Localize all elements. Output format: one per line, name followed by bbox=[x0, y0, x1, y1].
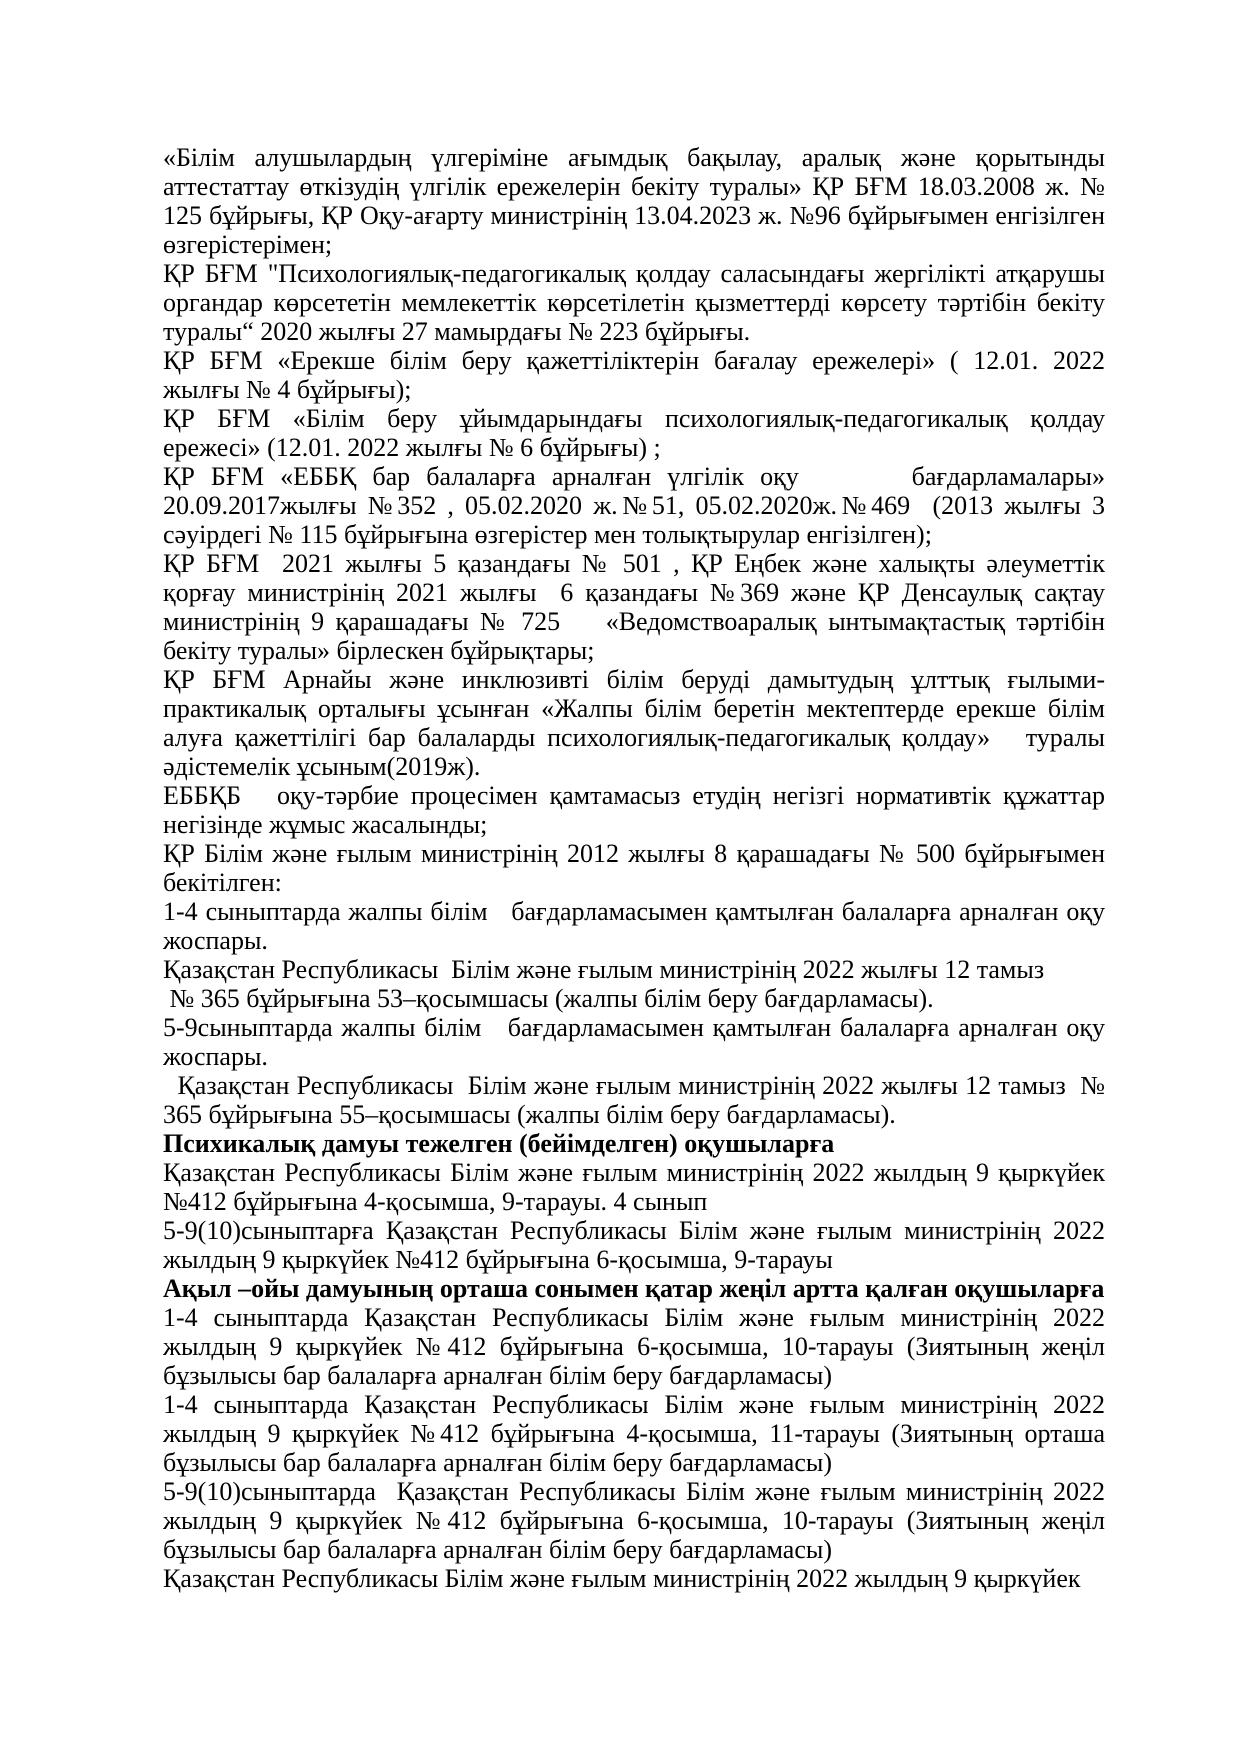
doc-paragraph: 1-4 сыныптарда Қазақстан Республикасы Білім және ғылым министрінің 2022 жылдың 9 қыркүйек №412 бұйрығына 4-қосымша, 11-тарауы (Зиятының орташа бұзылысы бар балаларға арналған білім беру бағдарламасы) bbox=[163, 1390, 1112, 1477]
section-heading-mental-delay: Психикалық дамуы тежелген (бейімделген) оқушыларға bbox=[163, 1129, 835, 1158]
doc-paragraph: ҚР БҒМ «ЕББҚ бар балаларға арналған үлгілік оқу бағдарламалары» 20.09.2017жылғы №352 , 05.02.2020 ж.№51, 05.02.2020ж.№469 (2013 жылғы 3 сәуірдегі № 115 бұйрығына өзгерістер мен толықтырулар енгізілген); bbox=[163, 462, 1112, 549]
doc-paragraph: Қазақстан Республикасы Білім және ғылым министрінің 2022 жылғы 12 тамыз bbox=[163, 955, 1045, 984]
doc-paragraph: 5-9сыныптарда жалпы білім бағдарламасымен қамтылған балаларға арналған оқу жоспары. bbox=[163, 1013, 1112, 1071]
doc-paragraph: ҚР БҒМ "Психологиялық-педагогикалық қолдау саласындағы жергілікті атқарушы органдар көрсететін мемлекеттік көрсетілетін қызметтерді көрсету тәртібін бекіту туралы“ 2020 жылғы 27 мамырдағы № 223 бұйрығы. bbox=[163, 259, 1112, 346]
doc-paragraph: 1-4 сыныптарда жалпы білім бағдарламасымен қамтылған балаларға арналған оқу жоспары. bbox=[163, 897, 1112, 955]
doc-paragraph: ҚР БҒМ 2021 жылғы 5 қазандағы № 501 , ҚР Еңбек және халықты әлеуметтік қорғау министрінің 2021 жылғы 6 қазандағы №369 және ҚР Денсаулық сақтау министрінің 9 қарашадағы № 725 «Ведомствоаралық ынтымақтастық тәртібін бекіту туралы» бірлескен бұйрықтары; bbox=[163, 549, 1112, 665]
doc-paragraph: 1-4 сыныптарда Қазақстан Республикасы Білім және ғылым министрінің 2022 жылдың 9 қыркүйек №412 бұйрығына 6-қосымша, 10-тарауы (Зиятының жеңіл бұзылысы бар балаларға арналған білім беру бағдарламасы) bbox=[163, 1303, 1112, 1390]
doc-paragraph: ҚР Білім және ғылым министрінің 2012 жылғы 8 қарашадағы № 500 бұйрығымен бекітілген: bbox=[163, 839, 1112, 897]
doc-paragraph: ЕББҚБ оқу-тәрбие процесімен қамтамасыз етудің негізгі нормативтік құжаттар негізінде жұмыс жасалынды; bbox=[163, 781, 1112, 839]
document-text-block bbox=[163, 143, 1112, 1593]
doc-paragraph: ҚР БҒМ «Ерекше білім беру қажеттіліктерін бағалау ережелері» ( 12.01. 2022 жылғы № 4 бұйрығы); bbox=[163, 346, 1112, 404]
section-heading-intellectual-disability: Ақыл –ойы дамуының орташа сонымен қатар жеңіл артта қалған оқушыларға bbox=[163, 1274, 1105, 1303]
doc-paragraph: Қазақстан Республикасы Білім және ғылым министрінің 2022 жылғы 12 тамыз № 365 бұйрығына 55–қосымшасы (жалпы білім беру бағдарламасы). bbox=[163, 1071, 1112, 1129]
doc-paragraph: 5-9(10)сыныптарда Қазақстан Республикасы Білім және ғылым министрінің 2022 жылдың 9 қыркүйек №412 бұйрығына 6-қосымша, 10-тарауы (Зиятының жеңіл бұзылысы бар балаларға арналған білім беру бағдарламасы) bbox=[163, 1477, 1112, 1564]
doc-paragraph: Қазақстан Республикасы Білім және ғылым министрінің 2022 жылдың 9 қыркүйек bbox=[163, 1564, 1081, 1593]
doc-paragraph: ҚР БҒМ «Білім беру ұйымдарындағы психологиялық-педагогикалық қолдау ережесі» (12.01. 2022 жылғы № 6 бұйрығы) ; bbox=[163, 404, 1112, 462]
doc-paragraph: № 365 бұйрығына 53–қосымшасы (жалпы білім беру бағдарламасы). bbox=[163, 984, 934, 1013]
doc-paragraph: 5-9(10)сыныптарға Қазақстан Республикасы Білім және ғылым министрінің 2022 жылдың 9 қыркүйек №412 бұйрығына 6-қосымша, 9-тарауы bbox=[163, 1216, 1112, 1274]
doc-paragraph: ҚР БҒМ Арнайы және инклюзивті білім беруді дамытудың ұлттық ғылыми-практикалық орталығы ұсынған «Жалпы білім беретін мектептерде ерекше білім алуға қажеттілігі бар балаларды психологиялық-педагогикалық қолдау» туралы әдістемелік ұсыным(2019ж). bbox=[163, 665, 1112, 781]
doc-paragraph: Қазақстан Республикасы Білім және ғылым министрінің 2022 жылдың 9 қыркүйек №412 бұйрығына 4-қосымша, 9-тарауы. 4 сынып bbox=[163, 1158, 1112, 1216]
doc-paragraph: «Білім алушылардың үлгеріміне ағымдық бақылау, аралық және қорытынды аттестаттау өткізудің үлгілік ережелерін бекіту туралы» ҚР БҒМ 18.03.2008 ж. № 125 бұйрығы, ҚР Оқу-ағарту министрінің 13.04.2023 ж. №96 бұйрығымен енгізілген өзгерістерімен; bbox=[163, 143, 1112, 259]
